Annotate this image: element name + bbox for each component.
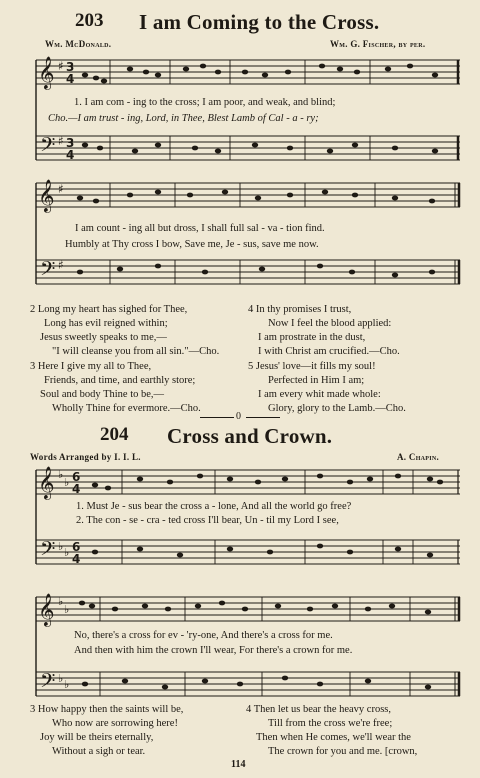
svg-text:♭: ♭	[64, 546, 70, 559]
verse-block: 2 Long my heart has sighed for Thee, Long has evil reigned within; Jesus sweetly speaks to me,— "I will cleanse you from all sin."—Cho. 3 Here I give my all to Thee, Friends, and time, and earthly store; Soul and body Thine to be,— Wholly Thine for evermore.—Cho.	[30, 304, 220, 414]
svg-text:♯: ♯	[58, 182, 64, 196]
svg-text:3: 3	[66, 60, 75, 74]
svg-text:♭: ♭	[58, 468, 64, 481]
lyrics-line: No, there's a cross for ev - 'ry-one, And there's a cross for me.	[74, 630, 333, 641]
lyrics-line: 2. The con - se - cra - ted cross I'll bear, Un - til my Lord I see,	[76, 515, 339, 526]
verse-block: 4 Then let us bear the heavy cross, Till from the cross we're free; Then when He comes, we'll wear the The crown for you and me. [crown,	[246, 704, 418, 757]
lyrics-line: Cho.—I am trust - ing, Lord, in Thee, Blest Lamb of Cal - a - ry;	[48, 113, 319, 124]
hymn-number: 204	[100, 424, 129, 445]
svg-text:3: 3	[66, 136, 75, 150]
verse-number: 3	[30, 361, 36, 372]
svg-text:6: 6	[72, 470, 81, 484]
svg-text:𝄢: 𝄢	[40, 669, 56, 697]
verse-number: 4	[248, 304, 254, 315]
svg-text:4: 4	[66, 148, 75, 162]
hymn-number: 203	[75, 10, 104, 31]
verse-block: 3 How happy then the saints will be, Who now are sorrowing here! Joy will be theirs eternally, Without a sigh or tear.	[30, 704, 184, 757]
hymn-title: Cross and Crown.	[167, 424, 333, 448]
verse-number: 2	[30, 304, 36, 315]
verse-number: 3	[30, 704, 36, 715]
svg-text:♯: ♯	[58, 258, 64, 272]
svg-text:♭: ♭	[58, 672, 64, 685]
svg-text:♯: ♯	[58, 134, 64, 148]
hymn-title: I am Coming to the Cross.	[139, 10, 380, 34]
svg-text:𝄞: 𝄞	[38, 593, 55, 626]
lyrics-line: Humbly at Thy cross I bow, Save me, Je - sus, save me now.	[65, 239, 319, 250]
svg-text:𝄞: 𝄞	[38, 466, 55, 499]
music-credit: A. Chapin.	[397, 452, 440, 462]
music-credit: Wm. G. Fischer, by per.	[330, 39, 426, 49]
svg-text:4: 4	[72, 552, 81, 566]
svg-text:♭: ♭	[58, 540, 64, 553]
verse-block: 4 In thy promises I trust, Now I feel the blood applied: I am prostrate in the dust, I with Christ am crucified.—Cho. 5 Jesus' love—it fills my soul! Perfected in Him I am; I am every whit made whole: Glory, glory to the Lamb.—Cho.	[248, 304, 406, 414]
verse-number: 5	[248, 361, 254, 372]
svg-text:6: 6	[72, 540, 81, 554]
svg-text:4: 4	[66, 72, 75, 86]
svg-text:♭: ♭	[64, 476, 70, 489]
svg-text:♭: ♭	[64, 603, 70, 616]
words-credit: Wm. McDonald.	[45, 39, 112, 49]
lyrics-line: And then with him the crown I'll wear, For there's a crown for me.	[74, 645, 353, 656]
lyrics-line: 1. Must Je - sus bear the cross a - lone, And all the world go free?	[76, 501, 352, 512]
svg-text:𝄞: 𝄞	[38, 179, 55, 212]
verse-number: 4	[246, 704, 252, 715]
svg-text:♯: ♯	[58, 59, 64, 73]
svg-text:4: 4	[72, 482, 81, 496]
section-separator: 0	[200, 411, 280, 423]
svg-text:♭: ♭	[58, 595, 64, 608]
page-number: 114	[231, 759, 246, 770]
svg-text:𝄢: 𝄢	[40, 537, 56, 565]
lyrics-line: I am count - ing all but dross, I shall full sal - va - tion find.	[75, 223, 325, 234]
svg-text:𝄢: 𝄢	[40, 257, 56, 285]
words-credit: Words Arranged by I. I. L.	[30, 452, 141, 462]
svg-text:𝄢: 𝄢	[40, 133, 56, 161]
lyrics-line: 1. I am com - ing to the cross; I am poor, and weak, and blind;	[74, 97, 336, 108]
svg-text:♭: ♭	[64, 678, 70, 691]
svg-text:𝄞: 𝄞	[38, 56, 55, 89]
